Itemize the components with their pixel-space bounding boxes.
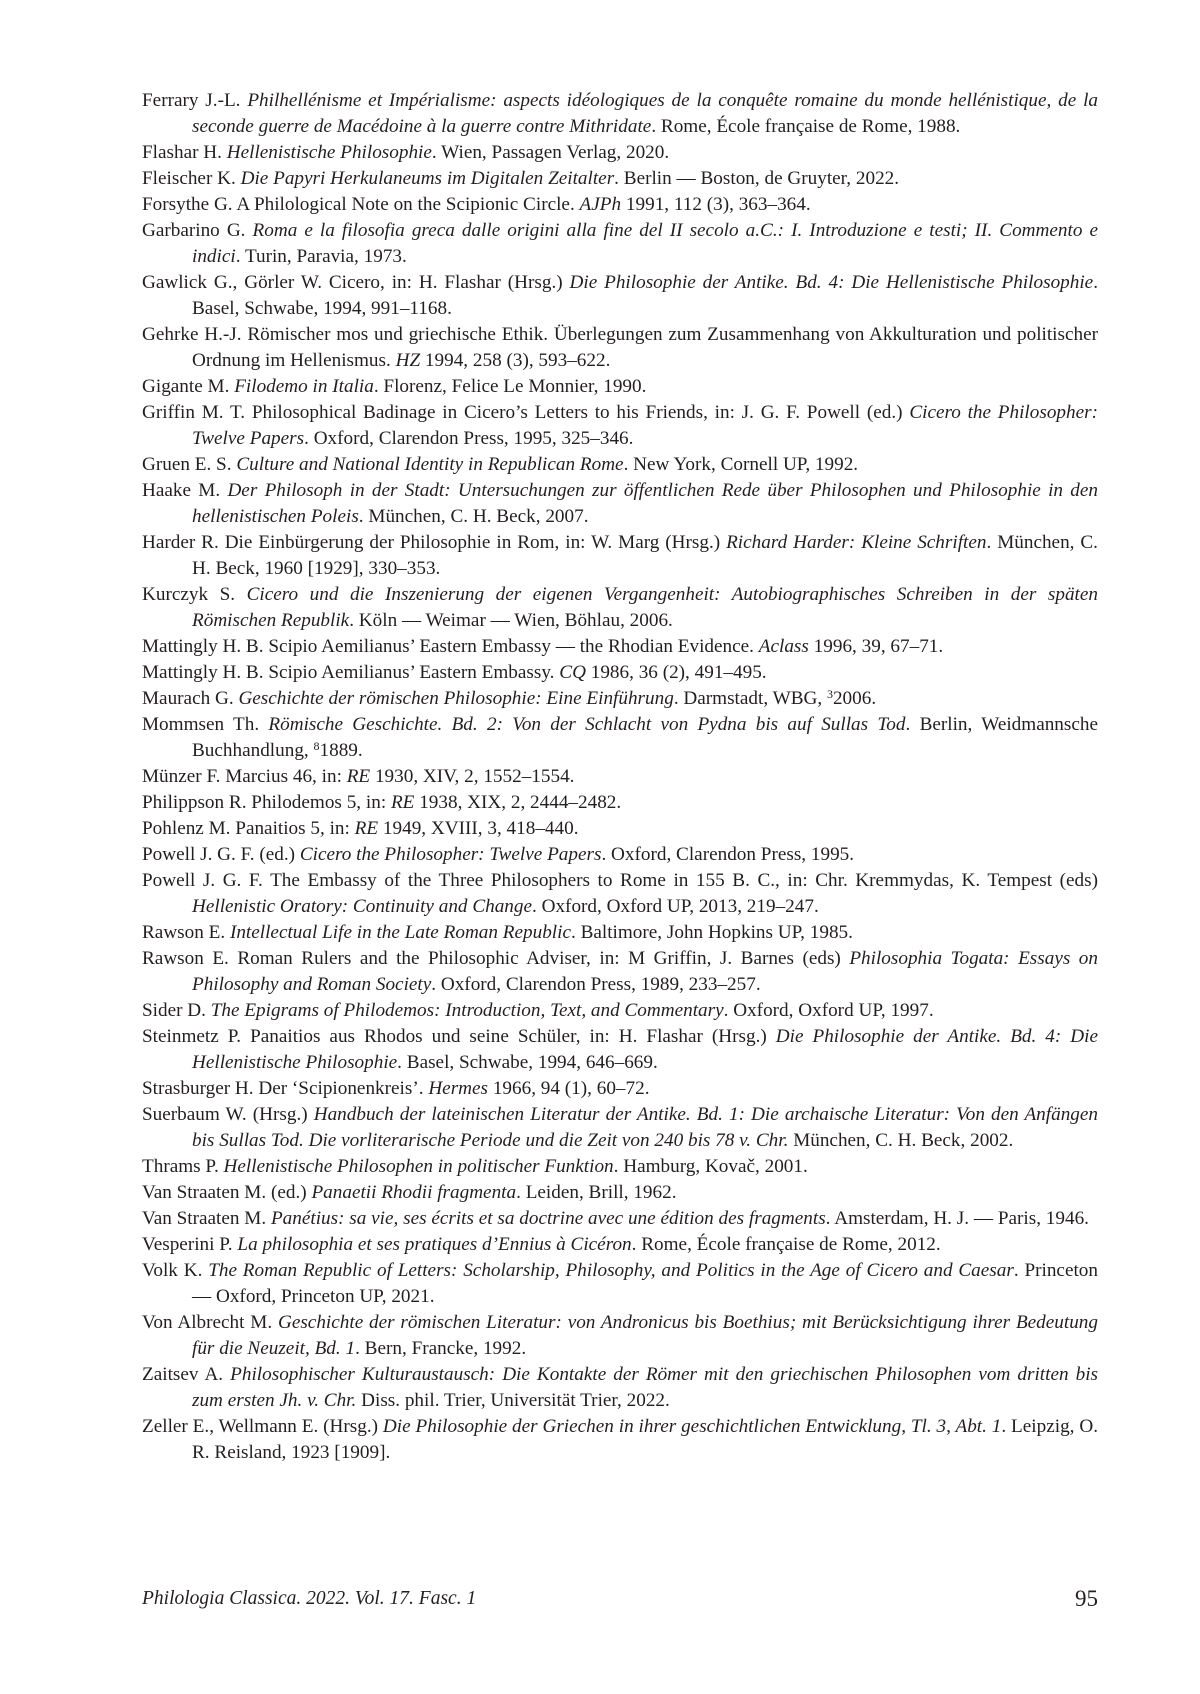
- entry-title-italic: Intellectual Life in the Late Roman Republic: [229, 922, 571, 943]
- bibliography-entry: [142, 842, 1098, 868]
- bibliography-entry: [142, 1258, 1098, 1310]
- entry-text: . Amsterdam, H. J. — Paris, 1946.: [825, 1208, 1089, 1229]
- entry-text: Rawson E. Roman Rulers and the Philosophic Adviser, in: M Griffin, J. Barnes (eds): [142, 948, 850, 969]
- entry-text: Mattingly H. B. Scipio Aemilianus’ Eastern Embassy.: [142, 662, 560, 683]
- entry-title-italic: Die Philosophie der Antike. Bd. 4: Die Hellenistische Philosophie: [192, 1026, 1098, 1073]
- bibliography-entry: [142, 400, 1098, 452]
- entry-text: 1938, XIX, 2, 2444–2482.: [414, 792, 622, 813]
- entry-text: Mommsen Th.: [142, 714, 269, 735]
- entry-title-italic: Hellenistische Philosophen in politischer Funktion: [223, 1156, 614, 1177]
- bibliography-entry: [142, 868, 1098, 920]
- entry-text: Haake M.: [142, 480, 228, 501]
- entry-title-italic: CQ: [559, 662, 586, 683]
- entry-text: Thrams P.: [142, 1156, 224, 1177]
- bibliography-entry: [142, 192, 1098, 218]
- entry-title-italic: Die Philosophie der Antike. Bd. 4: Die Hellenistische Philosophie: [569, 272, 1094, 293]
- entry-text: Pohlenz M. Panaitios 5, in:: [142, 818, 355, 839]
- journal-citation: Philologia Classica. 2022. Vol. 17. Fasc. 1: [142, 1588, 477, 1609]
- bibliography-entry: [142, 660, 1098, 686]
- entry-text: . Basel, Schwabe, 1994, 646–669.: [397, 1052, 658, 1073]
- entry-text: Forsythe G. A Philological Note on the Scipionic Circle.: [142, 194, 580, 215]
- entry-title-italic: Geschichte der römischen Literatur: von Andronicus bis Boethius; mit Berücksichtigung ihrer Bedeutung für die Neuzeit, Bd. 1: [192, 1312, 1098, 1359]
- entry-text: Diss. phil. Trier, Universität Trier, 2022.: [356, 1390, 670, 1411]
- entry-title-italic: HZ: [395, 350, 421, 371]
- entry-text: . Princeton — Oxford, Princeton UP, 2021.: [192, 1260, 1098, 1307]
- entry-text: . Darmstadt, WBG,: [673, 688, 827, 709]
- entry-title-italic: Cicero und die Inszenierung der eigenen Vergangenheit: Autobiographisches Schreiben in der späten Römischen Republik: [192, 584, 1098, 631]
- entry-text: Strasburger H. Der ‘Scipionenkreis’.: [142, 1078, 429, 1099]
- bibliography-entry: [142, 322, 1098, 374]
- page-footer: [142, 1584, 1098, 1614]
- entry-text: Philippson R. Philodemos 5, in:: [142, 792, 391, 813]
- entry-text: Kurczyk S.: [142, 584, 247, 605]
- entry-text: 1949, XVIII, 3, 418–440.: [378, 818, 579, 839]
- entry-text: Griffin M. T. Philosophical Badinage in Cicero’s Letters to his Friends, in: J. G. F. Powell (ed.): [142, 402, 910, 423]
- edition-superscript: 8: [313, 739, 320, 753]
- entry-text: . Oxford, Clarendon Press, 1995.: [601, 844, 855, 865]
- entry-text: . Köln — Weimar — Wien, Böhlau, 2006.: [349, 610, 673, 631]
- bibliography-entry: [142, 816, 1098, 842]
- entry-text: Gehrke H.-J. Römischer mos und griechische Ethik. Überlegungen zum Zusammenhang von Akkulturation und politischer Ordnung im Hellenismus.: [142, 324, 1098, 371]
- entry-text: Fleischer K.: [142, 168, 241, 189]
- bibliography-entry: [142, 452, 1098, 478]
- page-number: 95: [1075, 1586, 1098, 1611]
- bibliography-list: [142, 88, 1098, 1466]
- bibliography-entry: [142, 530, 1098, 582]
- entry-text: . Basel, Schwabe, 1994, 991–1168.: [192, 272, 1098, 319]
- entry-text: 1994, 258 (3), 593–622.: [420, 350, 611, 371]
- entry-text: . Hamburg, Kovač, 2001.: [613, 1156, 808, 1177]
- bibliography-entry: [142, 946, 1098, 998]
- entry-text: Gruen E. S.: [142, 454, 237, 475]
- bibliography-entry: [142, 686, 1098, 712]
- entry-text: Powell J. G. F. The Embassy of the Three Philosophers to Rome in 155 B. C., in: Chr. Kremmydas, K. Tempest (eds): [142, 870, 1098, 891]
- entry-title-italic: Hermes: [428, 1078, 489, 1099]
- entry-title-italic: The Roman Republic of Letters: Scholarship, Philosophy, and Politics in the Age of Cicero and Caesar: [208, 1260, 1014, 1281]
- entry-text: . Rome, École française de Rome, 1988.: [651, 116, 961, 137]
- entry-text: Mattingly H. B. Scipio Aemilianus’ Eastern Embassy — the Rhodian Evidence.: [142, 636, 759, 657]
- entry-text: 2006.: [832, 688, 877, 709]
- entry-title-italic: Die Papyri Herkulaneums im Digitalen Zeitalter: [240, 168, 615, 189]
- entry-text: Vesperini P.: [142, 1234, 238, 1255]
- entry-text: 1996, 39, 67–71.: [808, 636, 944, 657]
- entry-text: . Florenz, Felice Le Monnier, 1990.: [373, 376, 647, 397]
- entry-title-italic: RE: [346, 766, 371, 787]
- entry-text: . Leipzig, O. R. Reisland, 1923 [1909].: [192, 1416, 1098, 1463]
- entry-text: Ferrary J.-L.: [142, 90, 248, 111]
- entry-title-italic: Hellenistic Oratory: Continuity and Change: [192, 896, 533, 917]
- entry-text: Harder R. Die Einbürgerung der Philosophie in Rom, in: W. Marg (Hrsg.): [142, 532, 727, 553]
- entry-title-italic: La philosophia et ses pratiques d’Ennius à Cicéron: [237, 1234, 632, 1255]
- bibliography-entry: [142, 582, 1098, 634]
- entry-text: Powell J. G. F. (ed.): [142, 844, 300, 865]
- entry-text: Zaitsev A.: [142, 1364, 231, 1385]
- entry-title-italic: Der Philosoph in der Stadt: Untersuchungen zur öffentlichen Rede über Philosophen und Philosophie in den hellenistischen Poleis: [192, 480, 1099, 527]
- entry-title-italic: Culture and National Identity in Republican Rome: [236, 454, 624, 475]
- bibliography-entry: [142, 1310, 1098, 1362]
- edition-superscript: 3: [826, 687, 833, 701]
- bibliography-entry: [142, 1180, 1098, 1206]
- bibliography-entry: [142, 790, 1098, 816]
- entry-title-italic: Die Philosophie der Griechen in ihrer geschichtlichen Entwicklung, Tl. 3, Abt. 1: [382, 1416, 1002, 1437]
- entry-text: . Oxford, Clarendon Press, 1989, 233–257.: [431, 974, 761, 995]
- entry-text: Sider D.: [142, 1000, 211, 1021]
- entry-text: . Rome, École française de Rome, 2012.: [631, 1234, 941, 1255]
- bibliography-entry: [142, 1024, 1098, 1076]
- entry-title-italic: AJPh: [579, 194, 622, 215]
- bibliography-entry: [142, 1362, 1098, 1414]
- entry-text: . Berlin, Weidmannsche Buchhandlung,: [192, 714, 1098, 761]
- entry-text: Zeller E., Wellmann E. (Hrsg.): [142, 1416, 383, 1437]
- entry-text: Gawlick G., Görler W. Cicero, in: H. Flashar (Hrsg.): [142, 272, 570, 293]
- entry-title-italic: Panaetii Rhodii fragmenta: [311, 1182, 517, 1203]
- entry-text: Suerbaum W. (Hrsg.): [142, 1104, 314, 1125]
- entry-text: . Oxford, Oxford UP, 2013, 219–247.: [532, 896, 819, 917]
- bibliography-entry: [142, 1102, 1098, 1154]
- entry-text: . Baltimore, John Hopkins UP, 1985.: [570, 922, 853, 943]
- entry-text: . München, C. H. Beck, 1960 [1929], 330–353.: [192, 532, 1098, 579]
- bibliography-entry: [142, 712, 1098, 764]
- bibliography-entry: [142, 1232, 1098, 1258]
- entry-title-italic: Philosophischer Kulturaustausch: Die Kontakte der Römer mit den griechischen Philosophen vom dritten bis zum ersten Jh. v. Chr.: [192, 1364, 1098, 1411]
- entry-text: Flashar H.: [142, 142, 227, 163]
- bibliography-entry: [142, 1414, 1098, 1466]
- entry-text: . München, C. H. Beck, 2007.: [358, 506, 589, 527]
- entry-text: . Oxford, Oxford UP, 1997.: [723, 1000, 934, 1021]
- entry-title-italic: Panétius: sa vie, ses écrits et sa doctrine avec une édition des fragments: [270, 1208, 826, 1229]
- entry-text: 1986, 36 (2), 491–495.: [585, 662, 767, 683]
- entry-text: 1889.: [319, 740, 363, 761]
- entry-title-italic: Hellenistische Philosophie: [226, 142, 432, 163]
- entry-title-italic: Philosophia Togata: Essays on Philosophy and Roman Society: [192, 948, 1098, 995]
- entry-text: . Turin, Paravia, 1973.: [235, 246, 407, 267]
- bibliography-entry: [142, 140, 1098, 166]
- entry-text: Volk K.: [142, 1260, 209, 1281]
- entry-title-italic: Filodemo in Italia: [234, 376, 374, 397]
- entry-title-italic: Roma e la filosofia greca dalle origini alla fine del II secolo a.C.: I. Introduzione e testi; II. Commento e indici: [192, 220, 1098, 267]
- entry-title-italic: Cicero the Philosopher: Twelve Papers: [192, 402, 1098, 449]
- entry-text: Gigante M.: [142, 376, 235, 397]
- entry-text: Garbarino G.: [142, 220, 253, 241]
- entry-text: . Oxford, Clarendon Press, 1995, 325–346.: [304, 428, 634, 449]
- entry-title-italic: Aclass: [758, 636, 809, 657]
- bibliography-entry: [142, 998, 1098, 1024]
- entry-text: Maurach G.: [142, 688, 239, 709]
- entry-text: Von Albrecht M.: [142, 1312, 278, 1333]
- entry-text: Van Straaten M.: [142, 1208, 271, 1229]
- entry-title-italic: The Epigrams of Philodemos: Introduction, Text, and Commentary: [210, 1000, 724, 1021]
- bibliography-entry: [142, 88, 1098, 140]
- entry-text: . Berlin — Boston, de Gruyter, 2022.: [614, 168, 900, 189]
- entry-text: 1966, 94 (1), 60–72.: [488, 1078, 650, 1099]
- bibliography-entry: [142, 218, 1098, 270]
- entry-text: Van Straaten M. (ed.): [142, 1182, 312, 1203]
- bibliography-entry: [142, 764, 1098, 790]
- entry-title-italic: Cicero the Philosopher: Twelve Papers: [299, 844, 602, 865]
- bibliography-entry: [142, 270, 1098, 322]
- bibliography-entry: [142, 1154, 1098, 1180]
- bibliography-entry: [142, 634, 1098, 660]
- entry-text: 1991, 112 (3), 363–364.: [621, 194, 811, 215]
- entry-title-italic: Geschichte der römischen Philosophie: Eine Einführung: [238, 688, 674, 709]
- entry-text: . Leiden, Brill, 1962.: [516, 1182, 677, 1203]
- entry-text: Steinmetz P. Panaitios aus Rhodos und seine Schüler, in: H. Flashar (Hrsg.): [142, 1026, 776, 1047]
- entry-text: München, C. H. Beck, 2002.: [788, 1130, 1014, 1151]
- bibliography-entry: [142, 1076, 1098, 1102]
- bibliography-entry: [142, 478, 1098, 530]
- entry-title-italic: Philhellénisme et Impérialisme: aspects idéologiques de la conquête romaine du monde hellénistique, de la seconde guerre de Macédoine à la guerre contre Mithridate: [192, 90, 1098, 137]
- bibliography-entry: [142, 920, 1098, 946]
- entry-text: Münzer F. Marcius 46, in:: [142, 766, 347, 787]
- entry-title-italic: RE: [390, 792, 415, 813]
- bibliography-entry: [142, 166, 1098, 192]
- entry-text: Rawson E.: [142, 922, 230, 943]
- entry-title-italic: Römische Geschichte. Bd. 2: Von der Schlacht von Pydna bis auf Sullas Tod: [268, 714, 906, 735]
- entry-text: . Wien, Passagen Verlag, 2020.: [431, 142, 670, 163]
- entry-text: . New York, Cornell UP, 1992.: [623, 454, 859, 475]
- bibliography-entry: [142, 1206, 1098, 1232]
- entry-title-italic: Richard Harder: Kleine Schriften: [726, 532, 987, 553]
- entry-text: 1930, XIV, 2, 1552–1554.: [370, 766, 575, 787]
- entry-text: . Bern, Francke, 1992.: [355, 1338, 527, 1359]
- bibliography-entry: [142, 374, 1098, 400]
- entry-title-italic: Handbuch der lateinischen Literatur der Antike. Bd. 1: Die archaische Literatur: Von den Anfängen bis Sullas Tod. Die vorliterarische Periode und die Zeit von 240 bis 78 v. Chr.: [192, 1104, 1098, 1151]
- entry-title-italic: RE: [354, 818, 379, 839]
